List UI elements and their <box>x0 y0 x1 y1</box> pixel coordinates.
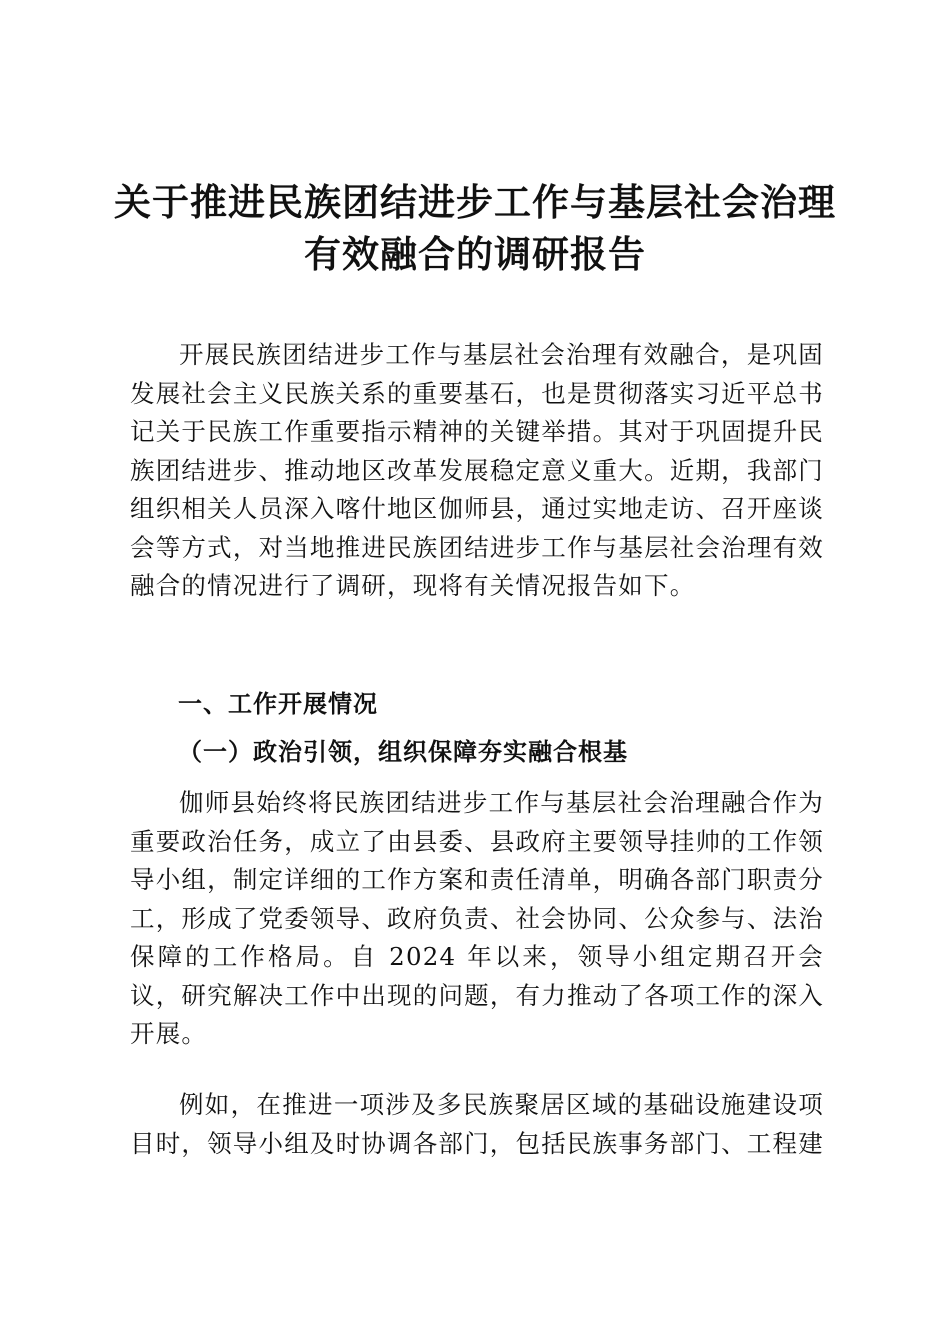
body-paragraph: 伽师县始终将民族团结进步工作与基层社会治理融合作为重要政治任务，成立了由县委、县政府主要领导挂帅的工作领导小组，制定详细的工作方案和责任清单，明确各部门职责分工，形成了党委领导、政府负责、社会协同、公众参与、法治保障的工作格局。自 2024 年以来，领导小组定期召开会议，研究解决工作中出现的问题，有力推动了各项工作的深入开展。 <box>130 788 824 1048</box>
body-paragraph: 例如，在推进一项涉及多民族聚居区域的基础设施建设项目时，领导小组及时协调各部门，包括民族事务部门、工程建 <box>130 1090 824 1158</box>
section-heading-work-status: 一、工作开展情况 <box>178 690 378 718</box>
intro-paragraph: 开展民族团结进步工作与基层社会治理有效融合，是巩固发展社会主义民族关系的重要基石，也是贯彻落实习近平总书记关于民族工作重要指示精神的关键举措。其对于巩固提升民族团结进步、推动地区改革发展稳定意义重大。近期，我部门组织相关人员深入喀什地区伽师县，通过实地走访、召开座谈会等方式，对当地推进民族团结进步工作与基层社会治理有效融合的情况进行了调研，现将有关情况报告如下。 <box>130 340 824 600</box>
subsection-heading-political-leadership: （一）政治引领，组织保障夯实融合根基 <box>178 737 628 766</box>
document-title: 关于推进民族团结进步工作与基层社会治理有效融合的调研报告 <box>114 180 836 276</box>
